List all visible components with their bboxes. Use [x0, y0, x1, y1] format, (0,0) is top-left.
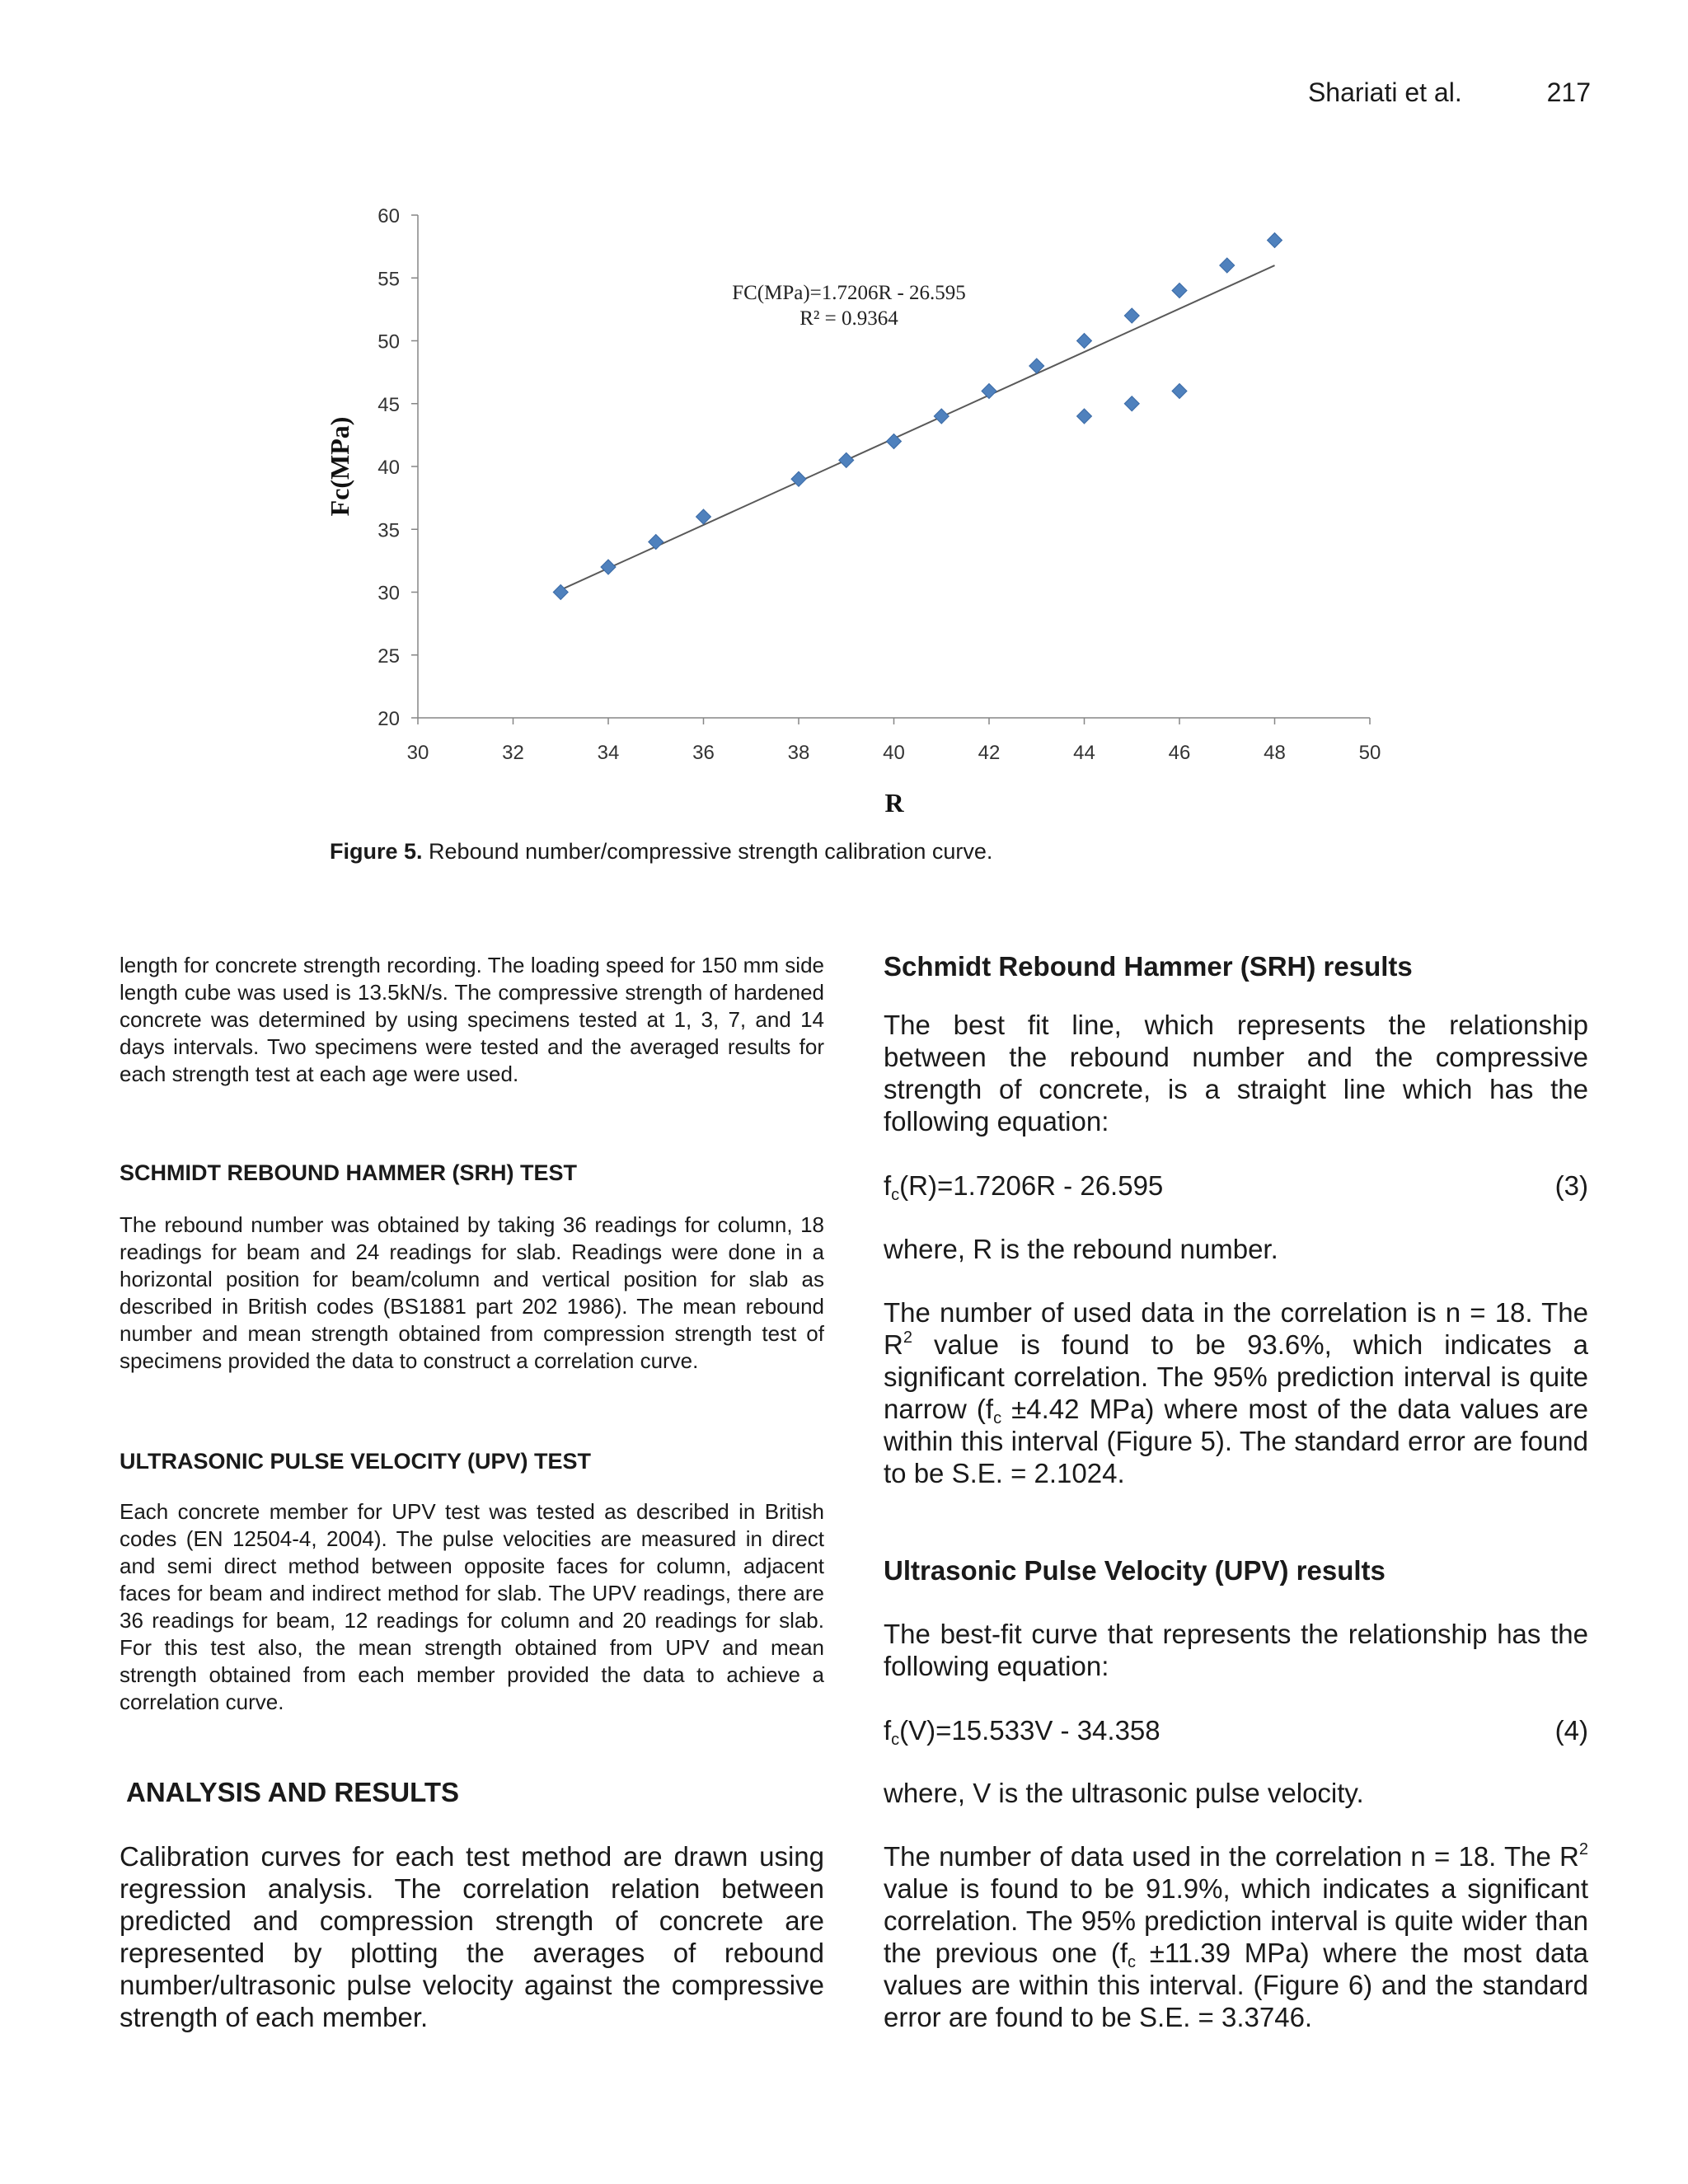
y-tick-label: 50 — [377, 330, 400, 354]
heading-analysis-results: ANALYSIS AND RESULTS — [126, 1777, 459, 1807]
data-point — [1220, 258, 1235, 273]
y-tick-label: 45 — [377, 393, 400, 416]
heading-upv-test: ULTRASONIC PULSE VELOCITY (UPV) TEST — [120, 1449, 592, 1474]
equation-4-number: (4) — [1554, 1715, 1588, 1746]
paragraph-r-definition: where, R is the rebound number. — [884, 1234, 1278, 1264]
paragraph-v-definition: where, V is the ultrasonic pulse velocity. — [884, 1778, 1364, 1808]
y-tick-label: 55 — [377, 268, 400, 291]
x-tick-label: 40 — [883, 742, 905, 764]
x-axis-label: R — [884, 788, 904, 818]
x-tick-label: 42 — [978, 742, 1001, 764]
paragraph-analysis: Calibration curves for each test method are drawn using regression analysis. The correlation relation between predicted and compression strength of concrete are represented by plotting the averages of rebound number/ultrasonic pulse velocity against the compressive strength of each member. — [120, 1841, 824, 2032]
paragraph-upv-results: The best-fit curve that represents the relationship has the following equation: — [884, 1619, 1588, 1681]
equation-3-number: (3) — [1554, 1170, 1588, 1201]
heading-srh-test: SCHMIDT REBOUND HAMMER (SRH) TEST — [120, 1160, 577, 1185]
y-tick-labels — [377, 205, 400, 730]
x-tick-label: 38 — [787, 742, 810, 764]
y-tick-label: 20 — [377, 708, 400, 730]
data-point — [1124, 396, 1139, 411]
y-axis-label: Fc(MPa) — [325, 416, 354, 517]
x-tick-label: 34 — [597, 742, 620, 764]
x-tick-label: 46 — [1168, 742, 1191, 764]
data-point — [1124, 308, 1139, 323]
figure-caption-text: Rebound number/compressive strength calibration curve. — [429, 839, 993, 864]
running-authors: Shariati et al. — [1307, 77, 1462, 107]
paragraph-srh-results: The best fit line, which represents the relationship between the rebound number and the compressive strength of concrete, is a straight line which has the following equation: — [884, 1010, 1588, 1137]
paragraph-upv-statistics: The number of data used in the correlation n = 18. The $R^2$ value is found to be 91.9%, which indicates a significant correlation. The 95% prediction interval is quite wider than the previous one ($f_c \pm 11.39$ MPa) where the most data values are within this interval. (Figure 6) and the standard error are found to be S.E. = 3.3746. — [884, 1840, 1588, 2032]
r-squared-label: R² = 0.9364 — [799, 307, 898, 330]
y-tick-label: 40 — [377, 457, 400, 479]
trendline — [560, 265, 1274, 590]
x-tick-label: 30 — [406, 742, 429, 764]
regression-equation: FC(MPa)=1.7206R - 26.595 — [732, 282, 966, 304]
x-tick-labels — [407, 742, 1381, 764]
data-point — [982, 384, 996, 399]
data-point — [1077, 409, 1092, 424]
heading-srh-results: Schmidt Rebound Hammer (SRH) results — [884, 951, 1413, 982]
equation-3: $f_c(R)=1.7206R - 26.595$ (3) — [884, 1170, 1588, 1204]
y-tick-label: 30 — [377, 582, 400, 605]
data-point — [1172, 384, 1187, 399]
data-point — [601, 560, 616, 574]
paragraph-specimens: length for concrete strength recording. The loading speed for 150 mm side length cube was used is 13.5kN/s. The compressive strength of hardened concrete was determined by using specimens tested at 1, 3, 7, and 14 days intervals. Two specimens were tested and the averaged results for each strength test at each age were used. — [120, 953, 824, 1086]
data-point — [1077, 334, 1092, 349]
data-point — [934, 409, 949, 424]
data-point — [839, 452, 854, 467]
calibration-chart — [0, 0, 1688, 907]
data-point — [1172, 284, 1187, 298]
y-tick-label: 25 — [377, 644, 400, 668]
paragraph-upv-test: Each concrete member for UPV test was tested as described in British codes (EN 12504-4, 2004). The pulse velocities are measured in direct and semi direct method between opposite faces for column, adjacent faces for beam and indirect method for slab. The UPV readings, there are 36 readings for beam, 12 readings for column and 20 readings for slab. For this test also, the mean strength obtained from UPV and mean strength obtained from each member provided the data to achieve a correlation curve. — [120, 1499, 824, 1714]
page-number: 217 — [1546, 77, 1591, 107]
x-tick-label: 36 — [692, 742, 715, 764]
paragraph-srh-statistics: The number of used data in the correlation is n = 18. The $R^2$ value is found to be 93.6%, which indicates a significant correlation. The 95% prediction interval is quite narrow ($f_c \pm 4.42$ MPa) where most of the data values are within this interval (Figure 5). The standard error are found to be S.E. = 2.1024. — [884, 1297, 1588, 1488]
paragraph-srh-test: The rebound number was obtained by taking 36 readings for column, 18 readings for beam and 24 readings for slab. Readings were done in a horizontal position for beam/column and vertical position for slab as described in British codes (BS1881 part 202 1986). The mean rebound number and mean strength obtained from compression strength test of specimens provided the data to construct a correlation curve. — [120, 1212, 824, 1373]
y-tick-label: 35 — [377, 519, 400, 542]
equation-4: $f_c(V)=15.533V - 34.358$ (4) — [884, 1715, 1588, 1749]
x-tick-label: 50 — [1358, 742, 1381, 764]
heading-upv-results: Ultrasonic Pulse Velocity (UPV) results — [884, 1555, 1386, 1586]
figure-label: Figure 5. — [330, 839, 423, 864]
x-tick-label: 32 — [502, 742, 524, 764]
x-tick-label: 44 — [1073, 742, 1095, 764]
y-tick-label: 60 — [377, 205, 400, 227]
x-tick-label: 48 — [1264, 742, 1286, 764]
figure-caption — [330, 839, 992, 865]
data-point — [649, 535, 663, 550]
data-point — [1268, 233, 1282, 248]
